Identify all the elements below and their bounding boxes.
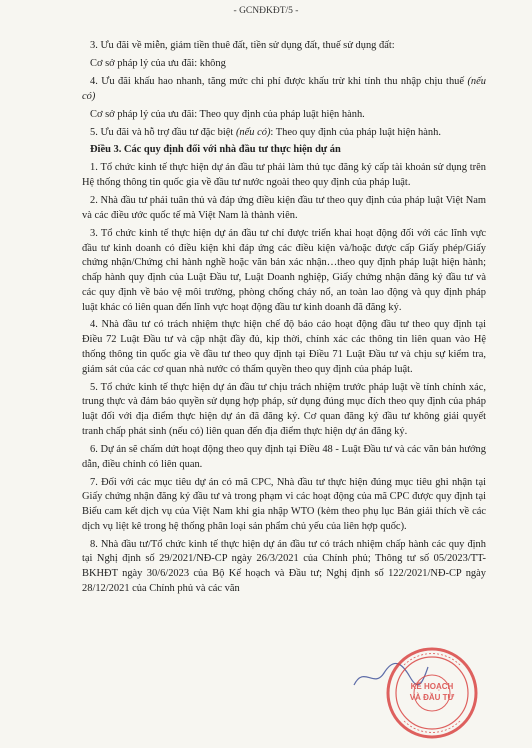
paragraph-legal-basis-current: Cơ sở pháp lý của ưu đãi: Theo quy định của pháp luật hiện hành. — [90, 108, 365, 120]
paragraph-3-2: 2. Nhà đầu tư phải tuân thủ và đáp ứng điều kiện đầu tư theo quy định của pháp luật Việt Nam và các điều ước quốc tế mà Việt Nam là thành viên. — [82, 195, 486, 221]
special-support-suffix: : Theo quy định của pháp luật hiện hành. — [270, 126, 441, 138]
paragraph-land-incentive: 3. Ưu đãi về miễn, giảm tiền thuê đất, tiền sử dụng đất, thuế sử dụng đất: — [90, 40, 395, 51]
paragraph-3-4: 4. Nhà đầu tư có trách nhiệm thực hiện chế độ báo cáo hoạt động đầu tư theo quy định tại Điều 72 Luật Đầu tư và cập nhật đầy đủ, kịp thời, chính xác các thông tin liên quan vào Hệ thống thông tin quốc gia về đầu tư theo quy định tại Điều 71 Luật Đầu tư và chịu sự kiểm tra, giám sát của các cơ quan nhà nước có thẩm quyền theo quy định của pháp luật. — [82, 319, 486, 375]
depreciation-note: (nếu có) — [82, 75, 486, 102]
paragraph-3-1: 1. Tổ chức kinh tế thực hiện dự án đầu tư phải làm thủ tục đăng ký cấp tài khoản sử dụng trên Hệ thống thông tin quốc gia về đầu tư nước ngoài theo quy định của pháp luật. — [82, 162, 486, 189]
svg-text:VÀ ĐẦU TƯ: VÀ ĐẦU TƯ — [409, 693, 455, 702]
paragraph-3-8: 8. Nhà đầu tư/Tổ chức kinh tế thực hiện dự án đầu tư có trách nhiệm chấp hành các quy định tại Nghị định số 29/2021/NĐ-CP ngày 26/3/2021 của Chính phủ; Thông tư số 05/2023/TT-BKHĐT ngày 30/6/2023 của Bộ Kế hoạch và Đầu tư; Nghị định số 122/2021/NĐ-CP ngày 28/12/2021 của Chính phủ và các văn — [82, 538, 486, 594]
document-body — [82, 39, 486, 600]
paragraph-3-7: 7. Đối với các mục tiêu dự án có mã CPC, Nhà đầu tư thực hiện đúng mục tiêu ghi nhận tại Giấy chứng nhận đăng ký đầu tư và trong phạm vi các hoạt động của mã CPC được quy định tại Biểu cam kết dịch vụ của Việt Nam khi gia nhập WTO (kèm theo phụ lục Bản giải thích về các dịch vụ liệt kê trong hệ thống phân loại sản phẩm chủ yếu của liên hợp quốc). — [82, 476, 486, 532]
special-support-prefix: 5. Ưu đãi và hỗ trợ đầu tư đặc biệt — [90, 126, 236, 138]
paragraph-legal-basis-none: Cơ sở pháp lý của ưu đãi: không — [90, 57, 226, 69]
svg-text:KẾ HOẠCH: KẾ HOẠCH — [410, 682, 454, 691]
paragraph-special-support — [82, 126, 486, 141]
paragraph-3-6: 6. Dự án sẽ chấm dứt hoạt động theo quy định tại Điều 48 - Luật Đầu tư và các văn bản hướng dẫn, điều chỉnh có liên quan. — [82, 443, 486, 470]
page-header: - GCNĐKĐT/5 - — [233, 6, 299, 16]
paragraph-depreciation-incentive — [82, 75, 486, 105]
article-3-heading: Điều 3. Các quy định đối với nhà đầu tư thực hiện dự án — [90, 144, 341, 156]
official-seal — [384, 645, 480, 741]
paragraph-3-3: 3. Tổ chức kinh tế thực hiện dự án đầu tư chỉ được triển khai hoạt động đối với các lĩnh vực đầu tư kinh doanh có điều kiện khi đáp ứng các điều kiện và/hoặc được cấp Giấy phép/Giấy chứng nhận/Chứng chỉ hành nghề hoặc văn bản xác nhận…theo quy định pháp luật hiện hành; chấp hành quy định của Luật Đầu tư, Luật Doanh nghiệp, Giấy chứng nhận đăng ký đầu tư và các quy định về bảo vệ môi trường, phòng chống cháy nổ, an toàn lao động và quy định pháp luật khác có liên quan đến lĩnh vực hoạt động đầu tư kinh doanh đã đăng ký. — [82, 227, 486, 313]
special-support-note: (nếu có) — [235, 126, 271, 138]
depreciation-text: 4. Ưu đãi khấu hao nhanh, tăng mức chi phí được khấu trừ khi tính thu nhập chịu thuế — [90, 75, 468, 87]
paragraph-3-5: 5. Tổ chức kinh tế thực hiện dự án đầu tư chịu trách nhiệm trước pháp luật về tính chính xác, trung thực và đảm bảo quyền sử dụng hợp pháp, sử dụng đúng mục đích theo quy định của pháp luật đối với địa điểm thực hiện dự án đã đăng ký. Cơ quan đăng ký đầu tư không giải quyết tranh chấp phát sinh (nếu có) liên quan đến địa điểm thực hiện dự án đăng ký. — [82, 381, 486, 437]
